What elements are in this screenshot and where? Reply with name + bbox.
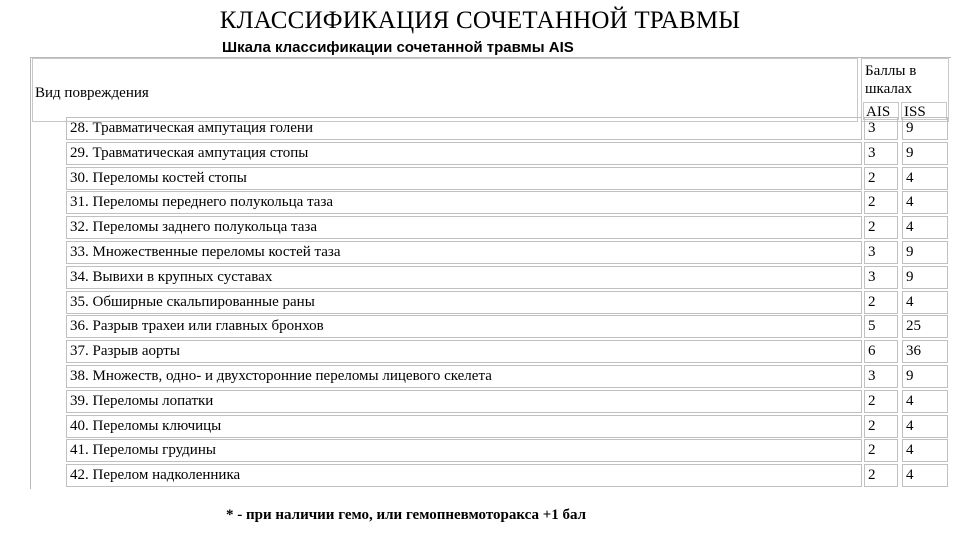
ais-score-cell: 3 bbox=[864, 117, 898, 140]
injury-name-cell: 32. Переломы заднего полукольца таза bbox=[66, 216, 862, 239]
injury-name-cell: 39. Переломы лопатки bbox=[66, 390, 862, 413]
ais-score-cell: 2 bbox=[864, 390, 898, 413]
iss-score-cell: 9 bbox=[902, 241, 948, 264]
injury-name-cell: 30. Переломы костей стопы bbox=[66, 167, 862, 190]
iss-score-cell: 9 bbox=[902, 365, 948, 388]
injury-name-cell: 29. Травматическая ампутация стопы bbox=[66, 142, 862, 165]
header-scores: Баллы в шкалах bbox=[865, 63, 917, 97]
injury-name-cell: 28. Травматическая ампутация голени bbox=[66, 117, 862, 140]
injury-name-cell: 38. Множеств, одно- и двухсторонние переломы лицевого скелета bbox=[66, 365, 862, 388]
ais-score-cell: 3 bbox=[864, 266, 898, 289]
ais-score-cell: 2 bbox=[864, 464, 898, 487]
ais-score-cell: 3 bbox=[864, 142, 898, 165]
ais-score-cell: 3 bbox=[864, 241, 898, 264]
ais-score-cell: 2 bbox=[864, 191, 898, 214]
header-description-cell bbox=[32, 58, 858, 122]
header-description: Вид повреждения bbox=[35, 85, 149, 101]
ais-score-cell: 5 bbox=[864, 315, 898, 338]
ais-score-cell: 2 bbox=[864, 291, 898, 314]
injury-name-cell: 36. Разрыв трахеи или главных бронхов bbox=[66, 315, 862, 338]
iss-score-cell: 4 bbox=[902, 415, 948, 438]
header-iss: ISS bbox=[901, 102, 947, 120]
iss-score-cell: 4 bbox=[902, 291, 948, 314]
iss-score-cell: 4 bbox=[902, 464, 948, 487]
injury-name-cell: 37. Разрыв аорты bbox=[66, 340, 862, 363]
ais-score-cell: 2 bbox=[864, 415, 898, 438]
header-ais: AIS bbox=[863, 102, 899, 120]
ais-score-cell: 2 bbox=[864, 439, 898, 462]
injury-name-cell: 42. Перелом надколенника bbox=[66, 464, 862, 487]
iss-score-cell: 4 bbox=[902, 191, 948, 214]
ais-score-cell: 2 bbox=[864, 216, 898, 239]
table-caption: Шкала классификации сочетанной травмы AIS bbox=[222, 39, 574, 56]
iss-score-cell: 4 bbox=[902, 390, 948, 413]
ais-score-cell: 2 bbox=[864, 167, 898, 190]
ais-score-cell: 3 bbox=[864, 365, 898, 388]
ais-score-cell: 6 bbox=[864, 340, 898, 363]
injury-name-cell: 40. Переломы ключицы bbox=[66, 415, 862, 438]
injury-name-cell: 33. Множественные переломы костей таза bbox=[66, 241, 862, 264]
iss-score-cell: 4 bbox=[902, 439, 948, 462]
injury-name-cell: 31. Переломы переднего полукольца таза bbox=[66, 191, 862, 214]
iss-score-cell: 4 bbox=[902, 216, 948, 239]
iss-score-cell: 9 bbox=[902, 117, 948, 140]
injury-name-cell: 41. Переломы грудины bbox=[66, 439, 862, 462]
iss-score-cell: 9 bbox=[902, 266, 948, 289]
iss-score-cell: 4 bbox=[902, 167, 948, 190]
page-title: КЛАССИФИКАЦИЯ СОЧЕТАННОЙ ТРАВМЫ bbox=[219, 7, 741, 34]
iss-score-cell: 25 bbox=[902, 315, 948, 338]
injury-name-cell: 35. Обширные скальпированные раны bbox=[66, 291, 862, 314]
iss-score-cell: 9 bbox=[902, 142, 948, 165]
footnote: * - при наличии гемо, или гемопневмоторакса +1 бал bbox=[226, 507, 587, 523]
iss-score-cell: 36 bbox=[902, 340, 948, 363]
injury-name-cell: 34. Вывихи в крупных суставах bbox=[66, 266, 862, 289]
